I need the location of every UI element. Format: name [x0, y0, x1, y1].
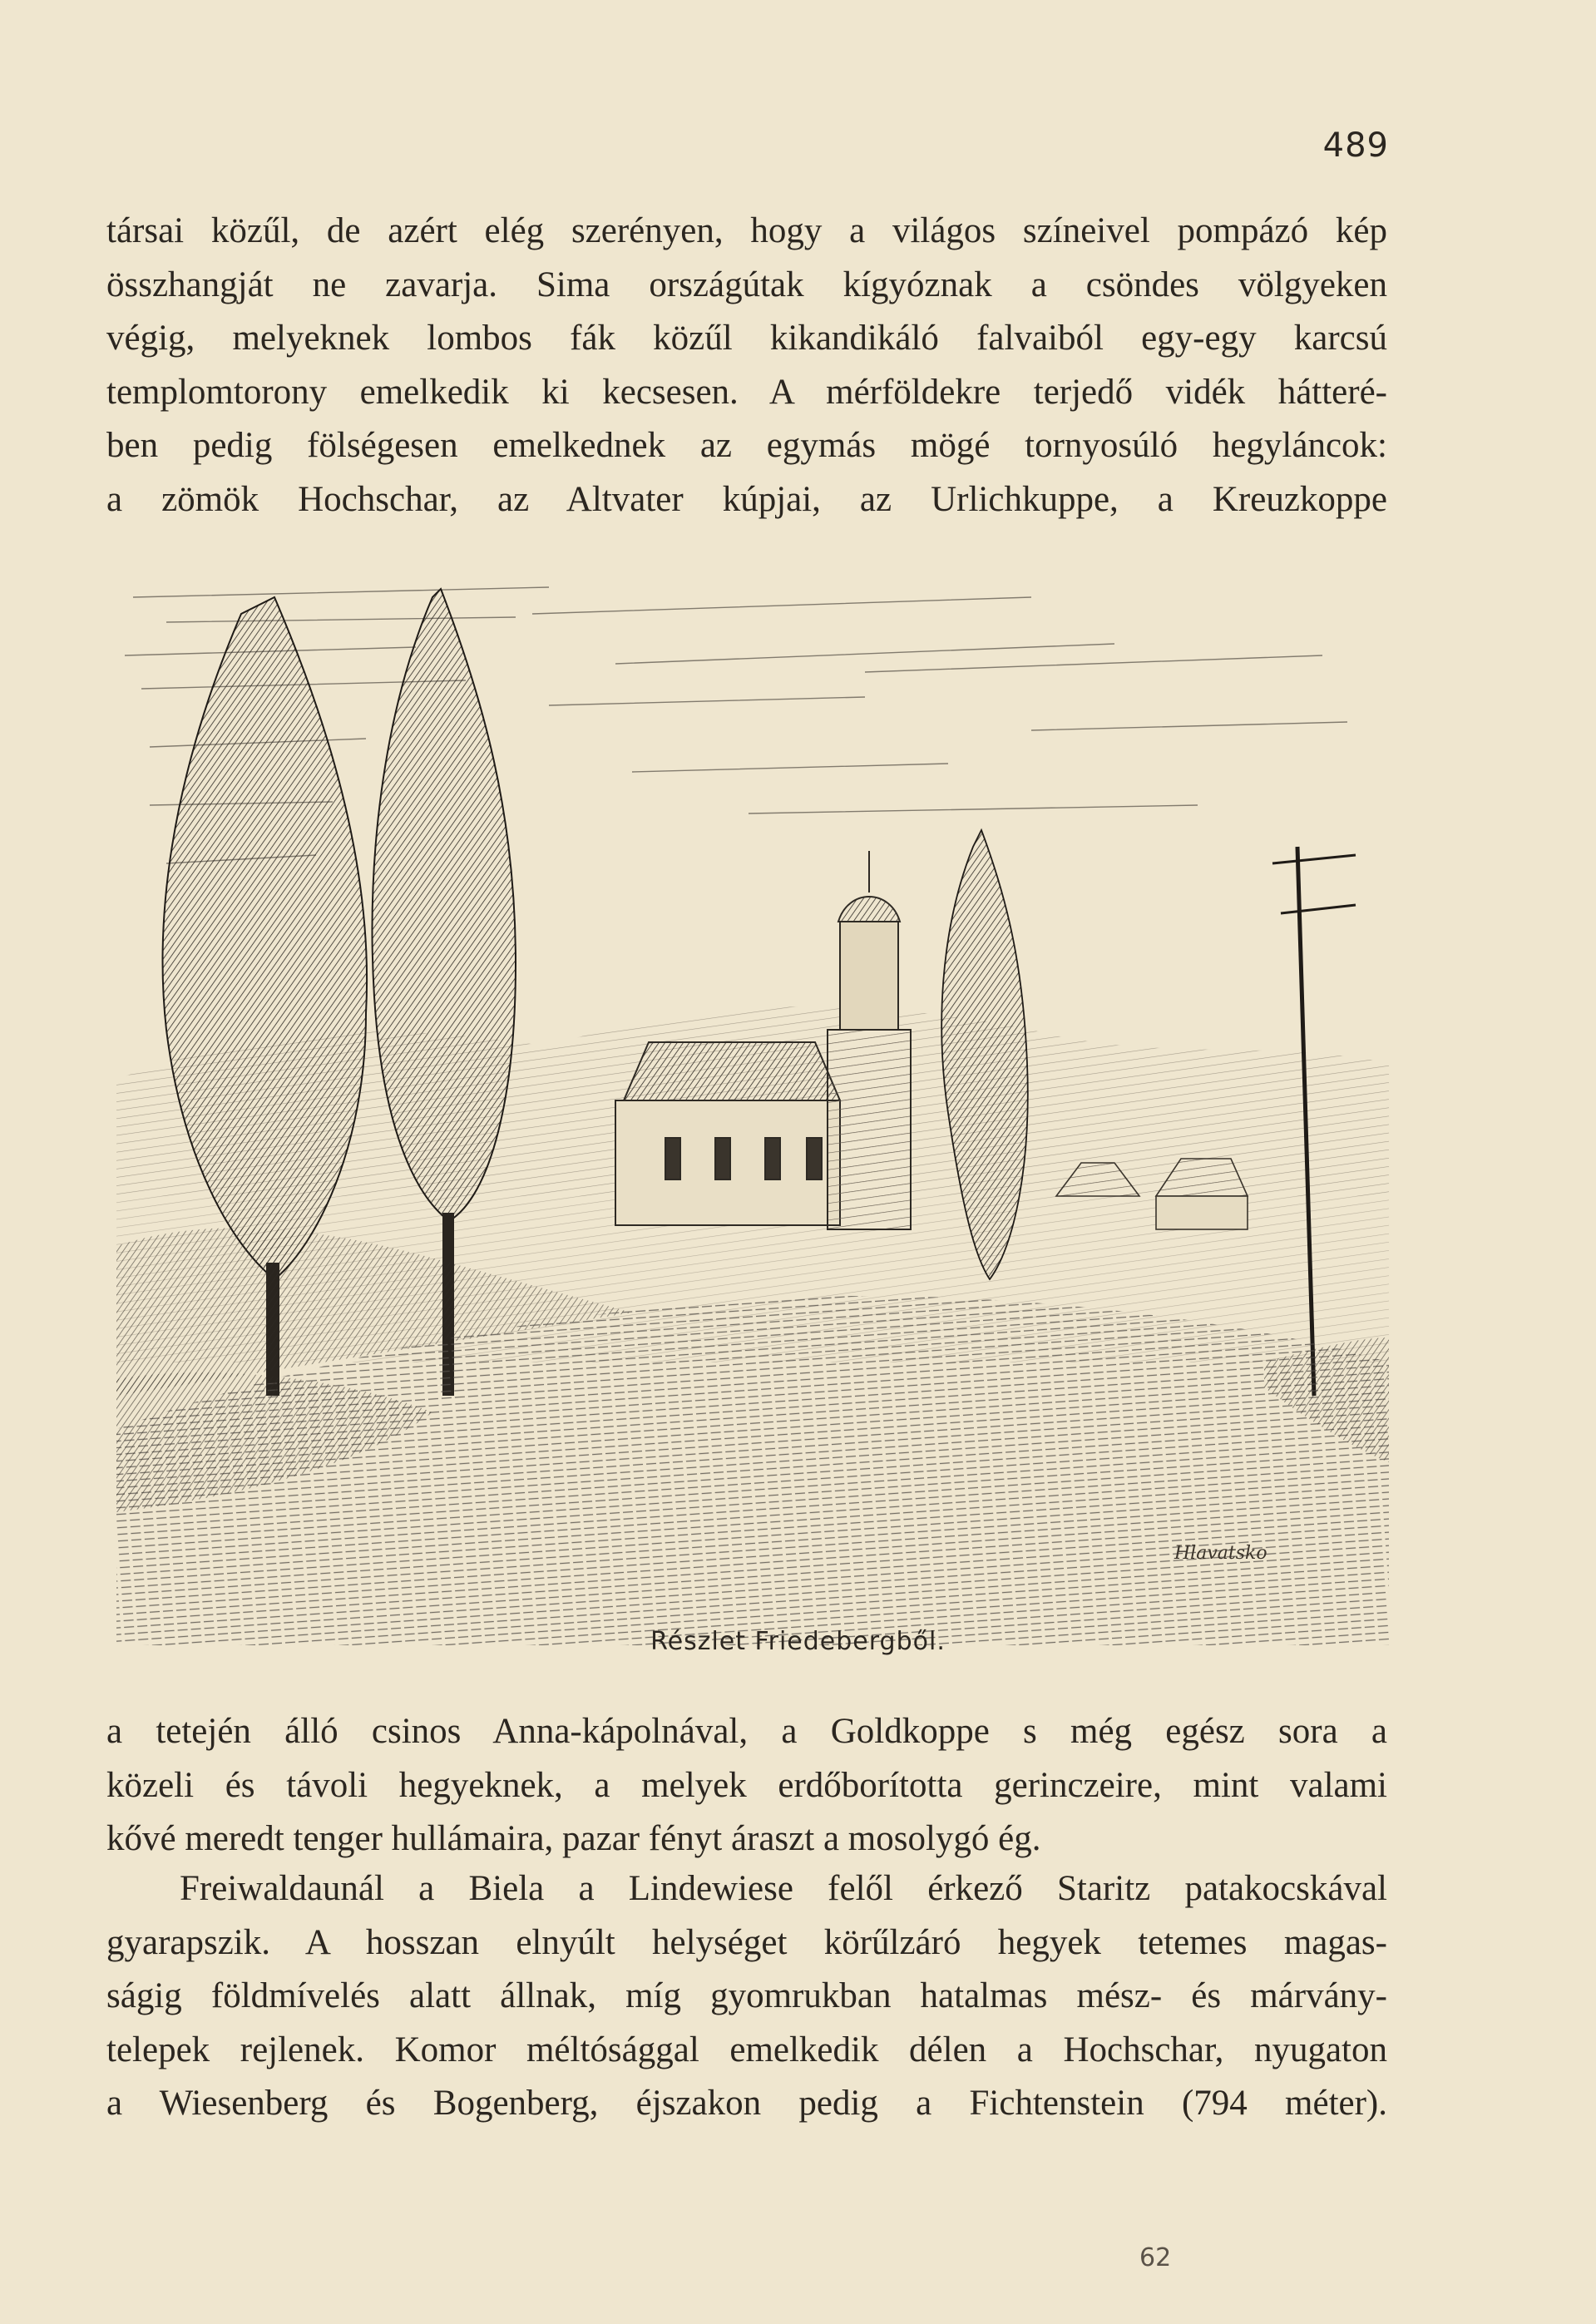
text-line: közeli és távoli hegyeknek, a melyek erdőborította gerinczeire, mint valami [106, 1765, 1387, 1805]
engraving-drawing [116, 564, 1389, 1645]
text-line: telepek rejlenek. Komor méltósággal emelkedik délen a Hochschar, nyugaton [106, 2030, 1387, 2069]
text-line: gyarapszik. A hosszan elnyúlt helységet körűlzáró hegyek tetemes magas- [106, 1922, 1387, 1962]
bottom-paragraph-2 [106, 1862, 1387, 2131]
text-line: végig, melyeknek lombos fák közűl kikandikáló falvaiból egy-egy karcsú [106, 319, 1387, 358]
text-line: társai közűl, de azért elég szerényen, hogy a világos színeivel pompázó kép [106, 211, 1387, 250]
figure-caption: Részlet Friedebergből. [650, 1627, 946, 1656]
text-line: ben pedig fölségesen emelkednek az egymás mögé tornyosúló hegyláncok: [106, 426, 1387, 465]
text-line: a tetején álló csinos Anna-kápolnával, a Goldkoppe s még egész sora a [106, 1712, 1387, 1751]
text-line: ságig földmívelés alatt állnak, míg gyomrukban hatalmas mész- és márvány- [106, 1976, 1387, 2015]
engraving-illustration [116, 564, 1389, 1645]
text-line: összhangját ne zavarja. Sima országútak kígyóznak a csöndes völgyeken [106, 265, 1387, 304]
sheet-number: 62 [1139, 2243, 1172, 2272]
text-line: Freiwaldaunál a Biela a Lindewiese felől érkező Staritz patakocskával [180, 1869, 1387, 1908]
text-line: a Wiesenberg és Bogenberg, éjszakon pedig a Fichtenstein (794 méter). [106, 2084, 1387, 2123]
page-number: 489 [1322, 126, 1389, 165]
text-line: a zömök Hochschar, az Altvater kúpjai, az Urlichkuppe, a Kreuzkoppe [106, 479, 1387, 519]
artist-signature: Hlavatsko [1174, 1543, 1267, 1564]
top-paragraph [106, 205, 1387, 527]
text-line: templomtorony emelkedik ki kecsesen. A mérföldekre terjedő vidék hátteré- [106, 372, 1387, 412]
bottom-paragraph-1 [106, 1705, 1387, 1867]
text-line: kővé meredt tenger hullámaira, pazar fényt áraszt a mosolygó ég. [106, 1819, 1041, 1858]
